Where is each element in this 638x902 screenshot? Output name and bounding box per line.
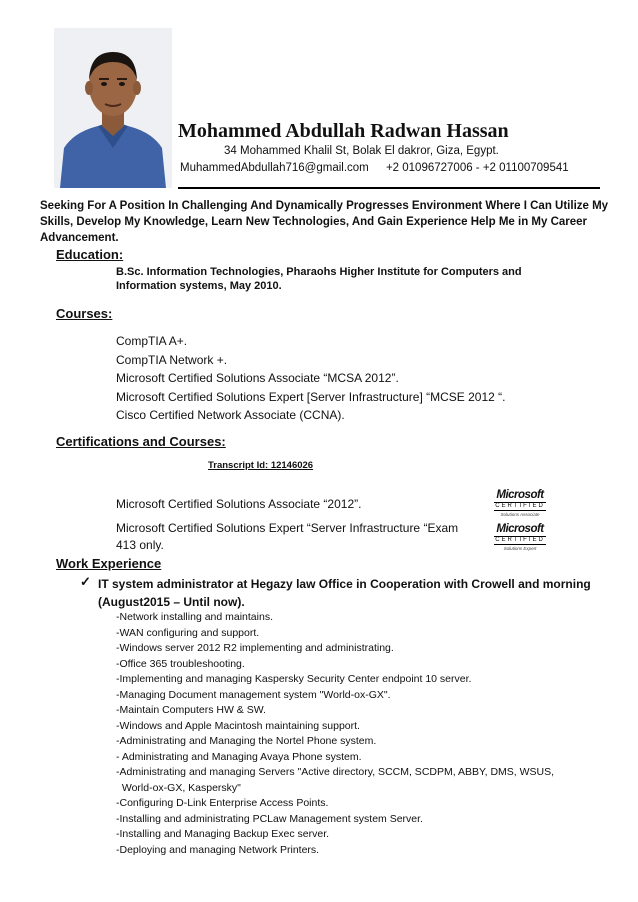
list-item: -Windows and Apple Macintosh maintaining support. (116, 719, 360, 732)
list-item: -Windows server 2012 R2 implementing and administrating. (116, 642, 394, 654)
checkmark-icon: ✓ (80, 574, 91, 589)
logo-subtitle: Solutions Expert (503, 546, 537, 551)
list-item: -Maintain Computers HW & SW. (116, 704, 266, 716)
work-experience-heading: Work Experience (56, 556, 162, 571)
list-item: Microsoft Certified Solutions Associate “MCSA 2012”. (116, 371, 399, 385)
courses-heading: Courses: (56, 306, 113, 321)
contact-line (180, 162, 583, 174)
courses-list (116, 332, 505, 425)
list-item: -Installing and administrating PCLaw Management system Server. (116, 812, 423, 825)
list-item: -Office 365 troubleshooting. (116, 657, 245, 670)
education-heading: Education: (56, 247, 124, 262)
list-item: -Configuring D-Link Enterprise Access Points. (116, 797, 329, 809)
list-item: -Administrating and Managing the Nortel Phone system. (116, 735, 377, 747)
list-item: -Installing and Managing Backup Exec server. (116, 828, 330, 840)
job-title: IT system administrator at Hegazy law Office in Cooperation with Crowell and morning (August2015 – Until now). (98, 577, 591, 609)
address: 34 Mohammed Khalil St, Bolak El dakror, Giza, Egypt. (224, 145, 499, 157)
person-photo-icon (54, 28, 172, 188)
certifications-heading: Certifications and Courses: (56, 434, 226, 449)
logo-subtitle: Solutions Associate (500, 512, 540, 517)
microsoft-certified-logo (490, 523, 550, 555)
list-item: -Administrating and managing Servers "Active directory, SCCM, SCDPM, ABBY, DMS, WSUS, World-ox-GX, Kaspersky" (116, 766, 555, 794)
list-item: -Deploying and managing Network Printers. (116, 843, 320, 856)
list-item: -WAN configuring and support. (116, 626, 260, 639)
logo-brand: Microsoft (496, 489, 544, 501)
profile-photo (54, 28, 172, 188)
list-item: Microsoft Certified Solutions Expert [Server Infrastructure] “MCSE 2012 “. (116, 389, 506, 404)
microsoft-certified-logo (490, 489, 550, 521)
list-item: CompTIA A+. (116, 334, 188, 348)
objective-statement: Seeking For A Position In Challenging And Dynamically Progresses Environment Where I Can Utilize My Skills, Develop My Knowledge, Learn New Technologies, And Gain Experience Help Me in My Career Advancement. (40, 200, 609, 244)
logo-certified: CERTIFIED (495, 537, 545, 543)
education-text: B.Sc. Information Technologies, Pharaohs Higher Institute for Computers and Information systems, May 2010. (116, 266, 522, 292)
duties-list (116, 610, 586, 858)
email-link[interactable]: MuhammedAbdullah716@gmail.com (180, 162, 369, 174)
certification-item: Microsoft Certified Solutions Expert “Server Infrastructure “Exam 413 only. (116, 521, 459, 552)
list-item: CompTIA Network +. (116, 352, 228, 367)
list-item: - Administrating and Managing Avaya Phone system. (116, 750, 362, 763)
list-item: -Network installing and maintains. (116, 611, 273, 623)
candidate-name: Mohammed Abdullah Radwan Hassan (178, 120, 509, 142)
logo-certified: CERTIFIED (495, 503, 545, 509)
list-item: -Implementing and managing Kaspersky Security Center endpoint 10 server. (116, 673, 472, 685)
header-divider (178, 187, 600, 189)
list-item: Cisco Certified Network Associate (CCNA). (116, 408, 345, 422)
phone-numbers: +2 01096727006 - +2 01100709541 (385, 162, 569, 174)
transcript-id: Transcript Id: 12146026 (208, 460, 314, 471)
logo-brand: Microsoft (496, 523, 544, 535)
certification-item: Microsoft Certified Solutions Associate “2012”. (116, 497, 362, 511)
list-item: -Managing Document management system "World-ox-GX". (116, 688, 391, 701)
